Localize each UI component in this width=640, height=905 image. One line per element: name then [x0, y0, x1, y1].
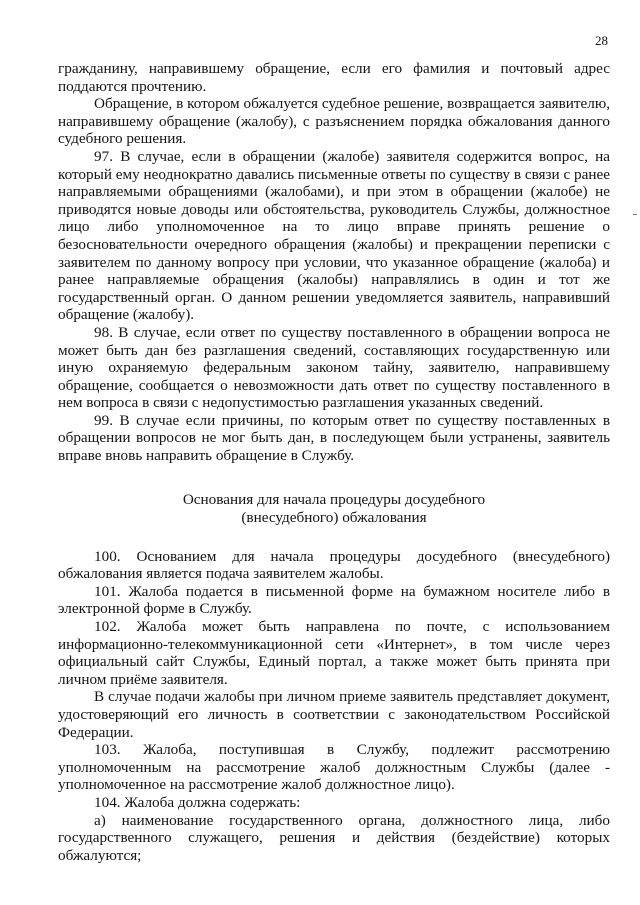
paragraph-personal-reception: В случае подачи жалобы при личном приеме заявитель представляет документ, удостоверяющий его личность в соответствии с законодательством Российской Федерации. — [58, 688, 610, 741]
paragraph-102: 102. Жалоба может быть направлена по почте, с использованием информационно-телекоммуникационной сети «Интернет», в том числе через официальный сайт Службы, Единый портал, а также может быть принята при личном приёме заявителя. — [58, 618, 610, 688]
section-heading — [58, 491, 610, 527]
margin-mark — [633, 214, 637, 215]
paragraph-continuation: гражданину, направившему обращение, если его фамилия и почтовый адрес поддаются прочтению. — [58, 60, 610, 95]
section-heading-line-1: Основания для начала процедуры досудебного — [182, 490, 486, 508]
paragraph-101: 101. Жалоба подается в письменной форме на бумажном носителе либо в электронной форме в Службу. — [58, 582, 610, 618]
paragraph-98: 98. В случае, если ответ по существу поставленного в обращении вопроса не может быть дан без разглашения сведений, составляющих государственную или иную охраняемую федеральным законом тайну, заявителю, направившему обращение, сообщается о невозможности дать ответ по существу поставленного в нем вопроса в связи с недопустимостью разглашения указанных сведений. — [58, 323, 610, 412]
page-number: 28 — [595, 33, 608, 48]
paragraph-104-a: а) наименование государственного органа, должностного лица, либо государственного служащего, решения и действия (бездействие) которых обжалуются; — [58, 811, 610, 864]
paragraph-103: 103. Жалоба, поступившая в Службу, подлежит рассмотрению уполномоченным на рассмотрение жалоб должностным Службы (далее - уполномоченное на рассмотрение жалоб должностное лицо). — [58, 741, 610, 794]
paragraph-court-decision: Обращение, в котором обжалуется судебное решение, возвращается заявителю, направившему обращение (жалобу), с разъяснением порядка обжалования данного судебного решения. — [58, 95, 610, 148]
paragraph-104: 104. Жалоба должна содержать: — [94, 793, 301, 811]
paragraph-99: 99. В случае если причины, по которым ответ по существу поставленных в обращении вопросов не мог быть дан, в последующем были устранены, заявитель вправе вновь направить обращение в Службу. — [58, 411, 610, 465]
section-heading-line-2: (внесудебного) обжалования — [241, 508, 427, 526]
paragraph-97: 97. В случае, если в обращении (жалобе) заявителя содержится вопрос, на который ему неоднократно давались письменные ответы по существу в связи с ранее направляемыми обращениями (жалобами), и при этом в обращении (жалобе) не приводятся новые доводы или обстоятельства, руководитель Службы, должностное лицо либо уполномоченное на то лицо вправе принять решение о безосновательности очередного обращения (жалобы) и прекращении переписки с заявителем по данному вопросу при условии, что указанное обращение (жалоба) и ранее направляемые обращения (жалобы) направлялись в один и тот же государственный орган. О данном решении уведомляется заявитель, направивший обращение (жалобу). — [58, 147, 610, 324]
paragraph-100: 100. Основанием для начала процедуры досудебного (внесудебного) обжалования является подача заявителем жалобы. — [58, 547, 610, 583]
document-body — [58, 60, 610, 864]
